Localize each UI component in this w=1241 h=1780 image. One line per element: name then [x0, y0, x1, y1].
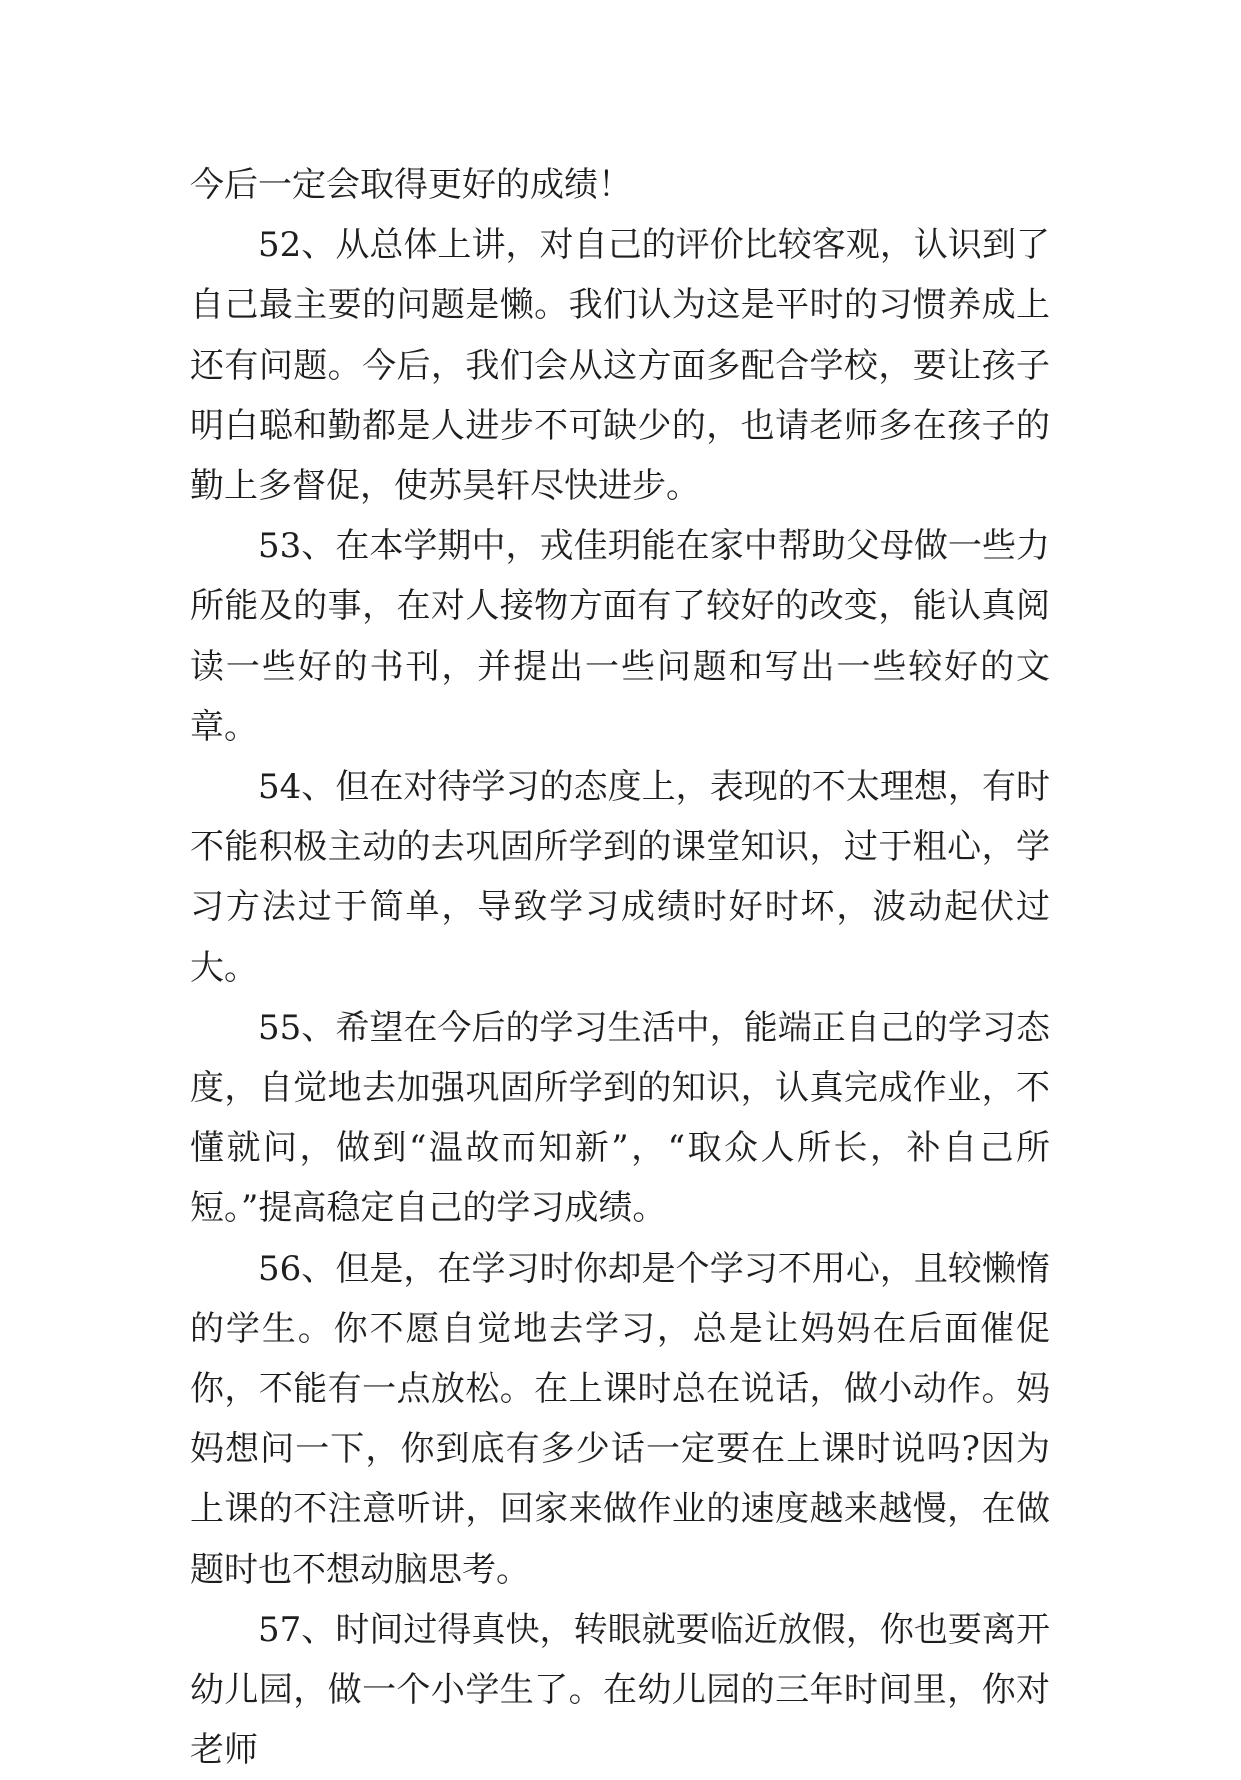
paragraph-57: 57、时间过得真快，转眼就要临近放假，你也要离开幼儿园，做一个小学生了。在幼儿园的三年时间里，你对老师 — [190, 1609, 1050, 1771]
paragraph-56: 56、但是，在学习时你却是个学习不用心，且较懒惰的学生。你不愿自觉地去学习，总是让妈妈在后面催促你，不能有一点放松。在上课时总在说话，做小动作。妈妈想问一下，你到底有多少话一定要在上课时说吗?因为上课的不注意听讲，回家来做作业的速度越来越慢，在做题时也不想动脑思考。 — [190, 1248, 1050, 1590]
paragraph-52: 52、从总体上讲，对自己的评价比较客观，认识到了自己最主要的问题是懒。我们认为这是平时的习惯养成上还有问题。今后，我们会从这方面多配合学校，要让孩子明白聪和勤都是人进步不可缺少的，也请老师多在孩子的勤上多督促，使苏昊轩尽快进步。 — [190, 225, 1050, 507]
continuation-paragraph: 今后一定会取得更好的成绩！ — [190, 165, 632, 205]
paragraph-54: 54、但在对待学习的态度上，表现的不太理想，有时不能积极主动的去巩固所学到的课堂知识，过于粗心，学习方法过于简单，导致学习成绩时好时坏，波动起伏过大。 — [190, 767, 1050, 988]
paragraph-53: 53、在本学期中，戎佳玥能在家中帮助父母做一些力所能及的事，在对人接物方面有了较好的改变，能认真阅读一些好的书刊，并提出一些问题和写出一些较好的文章。 — [190, 526, 1050, 747]
document-page — [190, 155, 1050, 1780]
paragraph-55: 55、希望在今后的学习生活中，能端正自己的学习态度，自觉地去加强巩固所学到的知识，认真完成作业，不懂就问，做到“温故而知新”，“取众人所长，补自己所短。”提高稳定自己的学习成绩。 — [190, 1007, 1050, 1229]
